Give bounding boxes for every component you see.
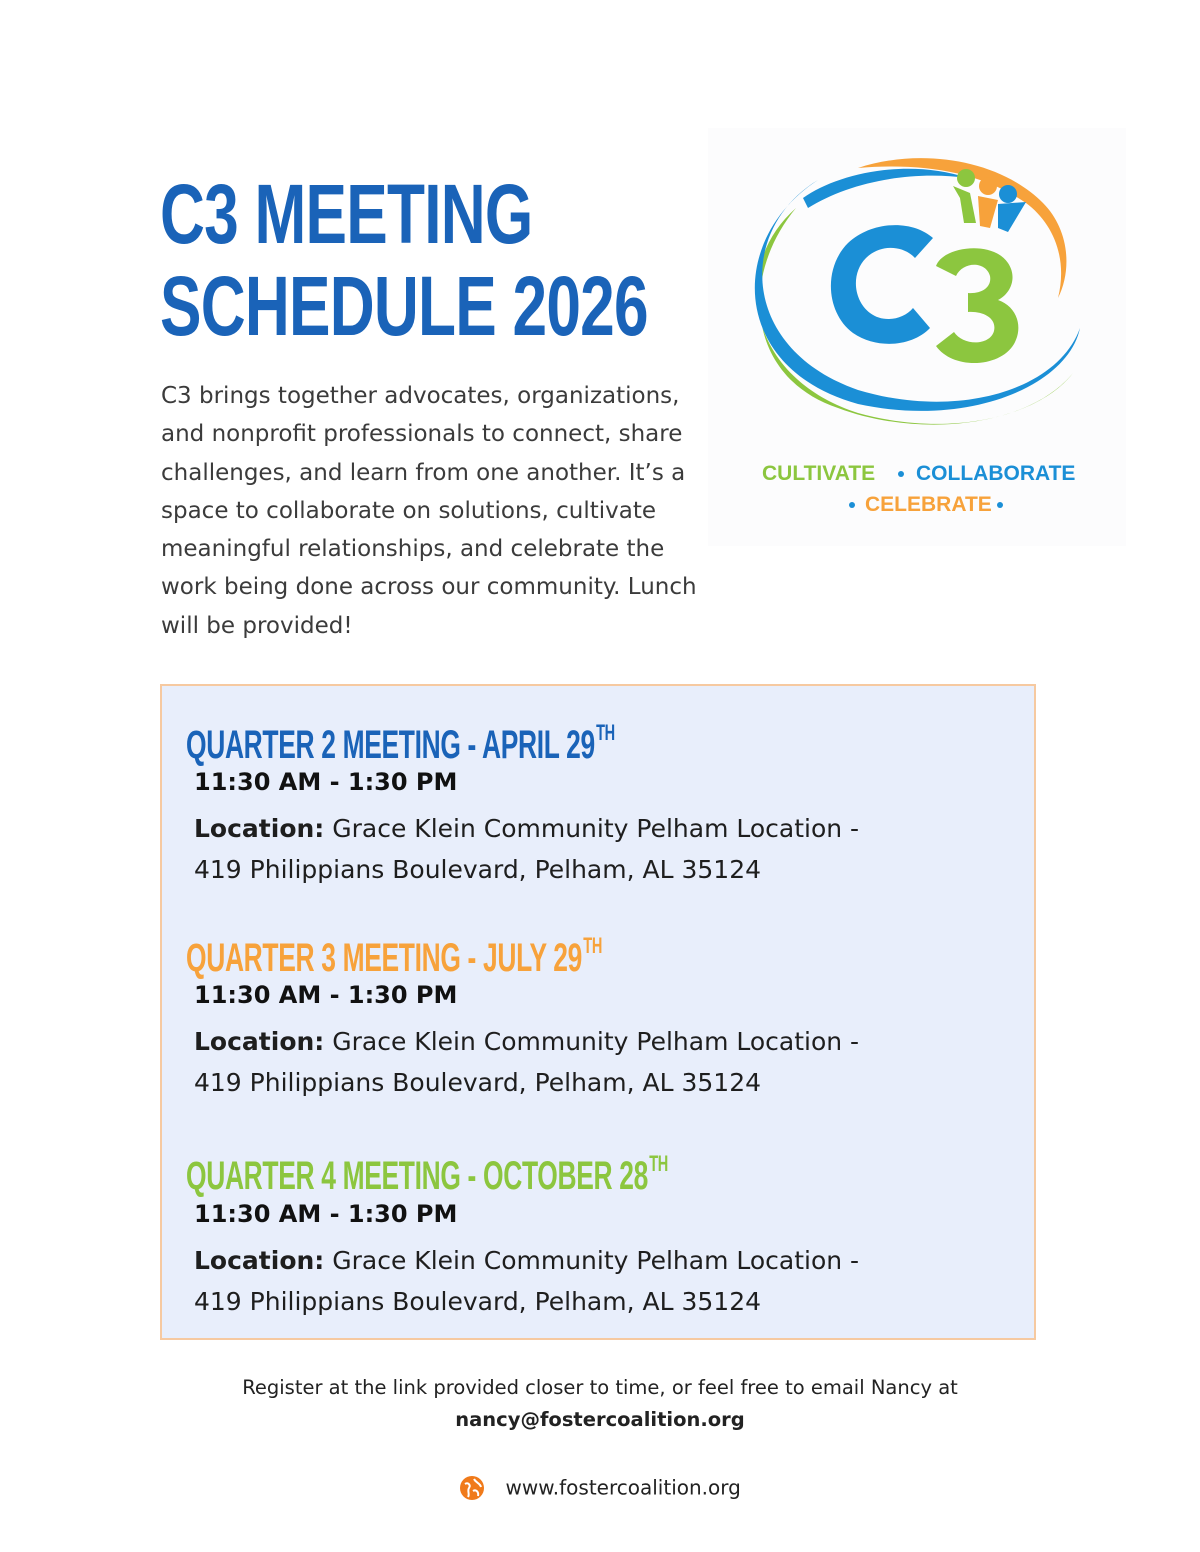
meeting-q3-heading xyxy=(186,923,602,981)
logo-tagline-celebrate: CELEBRATE xyxy=(865,493,992,516)
meeting-q3-heading-text: QUARTER 3 MEETING - JULY 29 xyxy=(186,936,582,980)
intro-paragraph: C3 brings together advocates, organizations, and nonprofit professionals to connect, share challenges, and learn from one another. It’s a space to collaborate on solutions, cultivate meaningful relationships, and celebrate the work being done across our community. Lunch will be provided! xyxy=(161,383,697,639)
meeting-q4-heading-text: QUARTER 4 MEETING - OCTOBER 28 xyxy=(186,1154,648,1198)
email-link[interactable]: nancy@fostercoalition.org xyxy=(455,1408,745,1431)
location-label: Location: xyxy=(194,1246,325,1275)
location-line-1: Grace Klein Community Pelham Location - xyxy=(332,1246,860,1275)
register-text: Register at the link provided closer to time, or feel free to email Nancy at xyxy=(242,1376,958,1399)
c3-logo xyxy=(708,128,1126,546)
meeting-q3-suffix: TH xyxy=(583,933,603,958)
logo-dot xyxy=(997,502,1003,508)
title-line-2: SCHEDULE 2026 xyxy=(160,259,648,353)
logo-tagline-collaborate: COLLABORATE xyxy=(916,462,1076,485)
meeting-q2-heading-text: QUARTER 2 MEETING - APRIL 29 xyxy=(186,723,595,767)
footer xyxy=(0,1474,1200,1501)
location-line-2: 419 Philippians Boulevard, Pelham, AL 35124 xyxy=(194,1287,762,1316)
meeting-q4-heading xyxy=(186,1141,668,1199)
website-link[interactable]: www.fostercoalition.org xyxy=(505,1475,741,1500)
location-label: Location: xyxy=(194,1027,325,1056)
page-title xyxy=(160,168,648,352)
location-line-2: 419 Philippians Boulevard, Pelham, AL 35124 xyxy=(194,855,762,884)
meeting-q2-heading xyxy=(186,710,615,768)
location-label: Location: xyxy=(194,814,325,843)
title-line-1: C3 MEETING xyxy=(160,167,533,261)
location-line-1: Grace Klein Community Pelham Location - xyxy=(332,1027,860,1056)
meeting-q4-location xyxy=(194,1240,894,1322)
meeting-q4-suffix: TH xyxy=(649,1151,668,1176)
register-note xyxy=(0,1372,1200,1436)
meeting-q2-location xyxy=(194,808,894,890)
location-line-2: 419 Philippians Boulevard, Pelham, AL 35124 xyxy=(194,1068,762,1097)
logo-tagline-cultivate: CULTIVATE xyxy=(762,462,876,485)
meeting-schedule-box xyxy=(160,684,1036,1340)
location-line-1: Grace Klein Community Pelham Location - xyxy=(332,814,860,843)
meeting-q2-suffix: TH xyxy=(596,720,615,745)
globe-icon xyxy=(459,1475,485,1501)
logo-dot xyxy=(898,471,904,477)
meeting-q3-time: 11:30 AM - 1:30 PM xyxy=(194,981,458,1009)
logo-dot xyxy=(849,502,855,508)
meeting-q3-location xyxy=(194,1021,894,1103)
meeting-q2-time: 11:30 AM - 1:30 PM xyxy=(194,768,458,796)
meeting-q4-time: 11:30 AM - 1:30 PM xyxy=(194,1200,458,1228)
